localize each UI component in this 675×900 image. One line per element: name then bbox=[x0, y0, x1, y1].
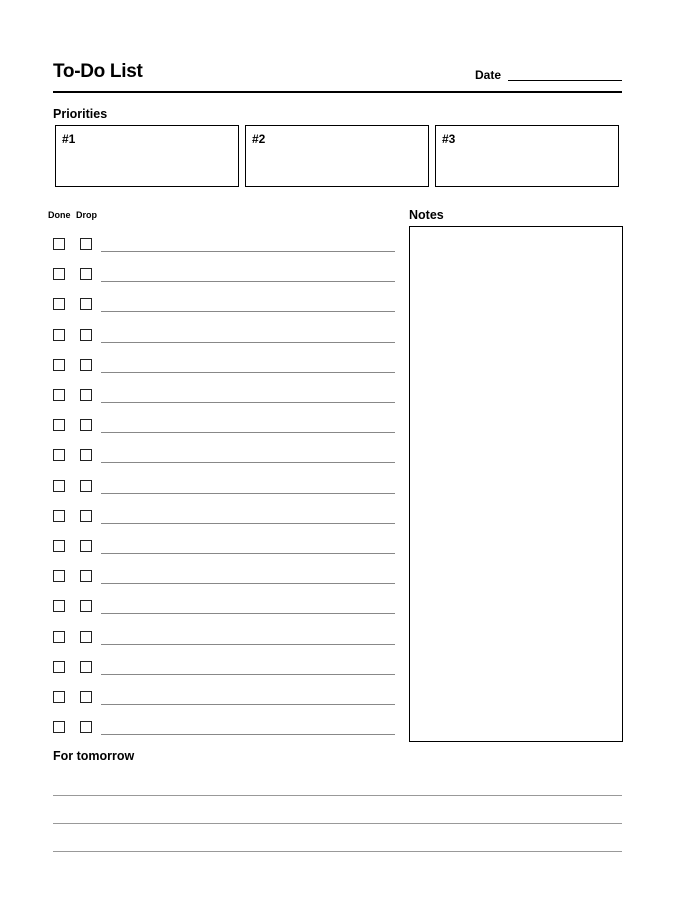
drop-checkbox[interactable] bbox=[80, 298, 92, 310]
drop-checkbox[interactable] bbox=[80, 449, 92, 461]
done-checkbox[interactable] bbox=[53, 480, 65, 492]
task-row bbox=[53, 329, 395, 345]
task-row bbox=[53, 721, 395, 737]
drop-checkbox[interactable] bbox=[80, 631, 92, 643]
task-row bbox=[53, 600, 395, 616]
task-row bbox=[53, 540, 395, 556]
task-row bbox=[53, 480, 395, 496]
task-text-line[interactable] bbox=[101, 734, 395, 735]
done-checkbox[interactable] bbox=[53, 631, 65, 643]
drop-checkbox[interactable] bbox=[80, 570, 92, 582]
task-text-line[interactable] bbox=[101, 613, 395, 614]
drop-column-label: Drop bbox=[76, 210, 97, 220]
tomorrow-line[interactable] bbox=[53, 823, 622, 824]
task-text-line[interactable] bbox=[101, 583, 395, 584]
priority-box-1[interactable] bbox=[55, 125, 239, 187]
task-row bbox=[53, 661, 395, 677]
drop-checkbox[interactable] bbox=[80, 510, 92, 522]
task-row bbox=[53, 419, 395, 435]
done-checkbox[interactable] bbox=[53, 600, 65, 612]
task-text-line[interactable] bbox=[101, 493, 395, 494]
task-text-line[interactable] bbox=[101, 251, 395, 252]
done-checkbox[interactable] bbox=[53, 329, 65, 341]
tomorrow-line[interactable] bbox=[53, 851, 622, 852]
drop-checkbox[interactable] bbox=[80, 721, 92, 733]
drop-checkbox[interactable] bbox=[80, 359, 92, 371]
done-checkbox[interactable] bbox=[53, 389, 65, 401]
task-text-line[interactable] bbox=[101, 523, 395, 524]
drop-checkbox[interactable] bbox=[80, 480, 92, 492]
drop-checkbox[interactable] bbox=[80, 389, 92, 401]
task-row bbox=[53, 631, 395, 647]
task-row bbox=[53, 510, 395, 526]
task-text-line[interactable] bbox=[101, 281, 395, 282]
page-title: To-Do List bbox=[53, 61, 143, 82]
done-column-label: Done bbox=[48, 210, 71, 220]
task-row bbox=[53, 449, 395, 465]
priority-box-2[interactable] bbox=[245, 125, 429, 187]
drop-checkbox[interactable] bbox=[80, 329, 92, 341]
task-text-line[interactable] bbox=[101, 704, 395, 705]
task-text-line[interactable] bbox=[101, 462, 395, 463]
header-divider bbox=[53, 91, 622, 93]
for-tomorrow-label: For tomorrow bbox=[53, 749, 135, 763]
done-checkbox[interactable] bbox=[53, 268, 65, 280]
task-text-line[interactable] bbox=[101, 342, 395, 343]
drop-checkbox[interactable] bbox=[80, 419, 92, 431]
task-row bbox=[53, 298, 395, 314]
drop-checkbox[interactable] bbox=[80, 238, 92, 250]
priority-number-2: #2 bbox=[252, 132, 266, 146]
task-row bbox=[53, 238, 395, 254]
task-row bbox=[53, 389, 395, 405]
task-row bbox=[53, 268, 395, 284]
drop-checkbox[interactable] bbox=[80, 268, 92, 280]
drop-checkbox[interactable] bbox=[80, 661, 92, 673]
done-checkbox[interactable] bbox=[53, 540, 65, 552]
task-text-line[interactable] bbox=[101, 432, 395, 433]
done-checkbox[interactable] bbox=[53, 691, 65, 703]
notes-area[interactable] bbox=[409, 226, 623, 742]
drop-checkbox[interactable] bbox=[80, 600, 92, 612]
task-text-line[interactable] bbox=[101, 372, 395, 373]
date-field[interactable] bbox=[508, 80, 622, 81]
task-row bbox=[53, 359, 395, 375]
task-text-line[interactable] bbox=[101, 402, 395, 403]
task-row bbox=[53, 570, 395, 586]
tomorrow-line[interactable] bbox=[53, 795, 622, 796]
priority-number-1: #1 bbox=[62, 132, 76, 146]
task-text-line[interactable] bbox=[101, 311, 395, 312]
priorities-label: Priorities bbox=[53, 107, 108, 121]
drop-checkbox[interactable] bbox=[80, 691, 92, 703]
done-checkbox[interactable] bbox=[53, 721, 65, 733]
task-text-line[interactable] bbox=[101, 553, 395, 554]
date-label: Date bbox=[475, 68, 502, 82]
priority-box-3[interactable] bbox=[435, 125, 619, 187]
done-checkbox[interactable] bbox=[53, 570, 65, 582]
drop-checkbox[interactable] bbox=[80, 540, 92, 552]
done-checkbox[interactable] bbox=[53, 359, 65, 371]
notes-label: Notes bbox=[409, 208, 444, 222]
done-checkbox[interactable] bbox=[53, 298, 65, 310]
done-checkbox[interactable] bbox=[53, 661, 65, 673]
task-text-line[interactable] bbox=[101, 674, 395, 675]
priority-number-3: #3 bbox=[442, 132, 456, 146]
done-checkbox[interactable] bbox=[53, 419, 65, 431]
done-checkbox[interactable] bbox=[53, 238, 65, 250]
done-checkbox[interactable] bbox=[53, 510, 65, 522]
task-row bbox=[53, 691, 395, 707]
done-checkbox[interactable] bbox=[53, 449, 65, 461]
task-text-line[interactable] bbox=[101, 644, 395, 645]
